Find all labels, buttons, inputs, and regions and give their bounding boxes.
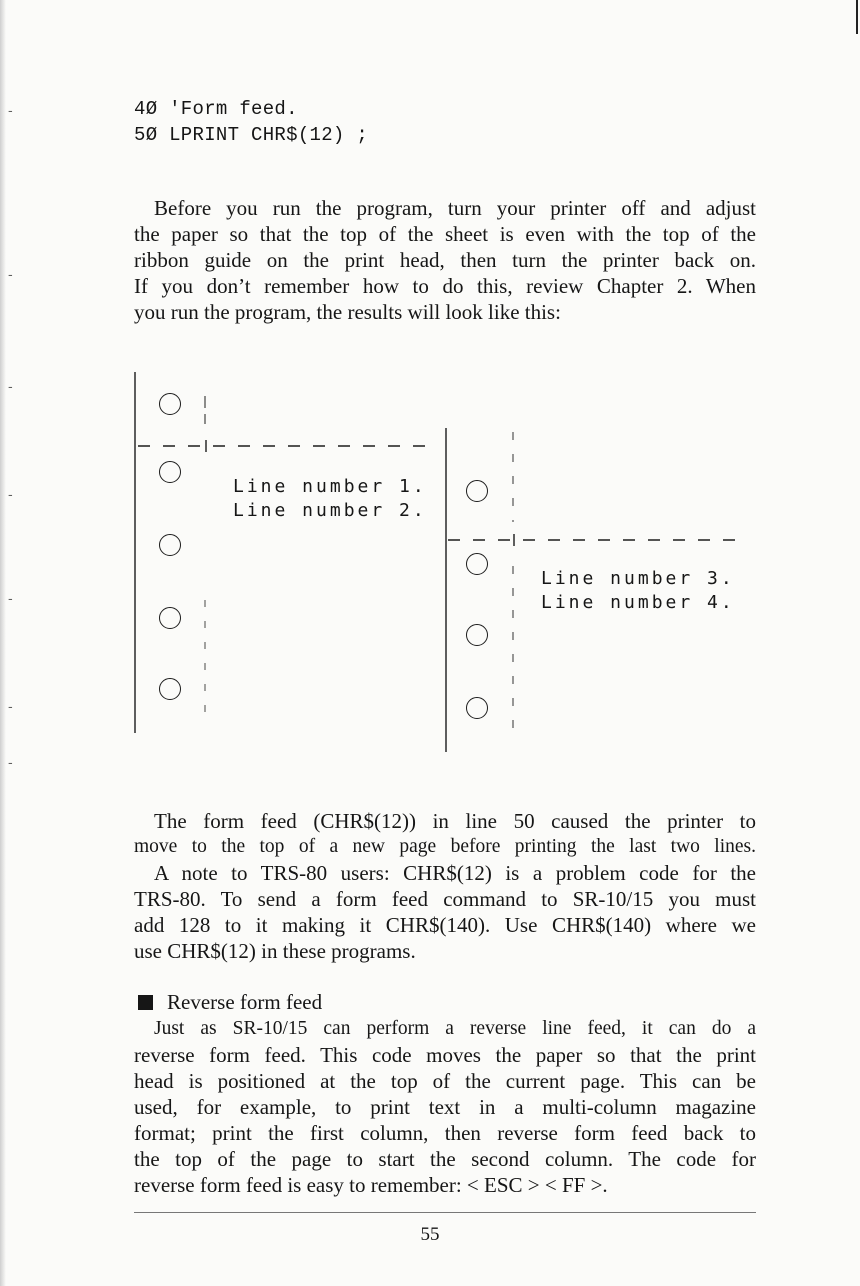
section-heading-text: Reverse form feed (167, 990, 323, 1014)
footer-rule (134, 1212, 756, 1213)
text-line: Just as SR-10/15 can perform a reverse line feed, it can do a (154, 1018, 756, 1039)
text-line: format; print the first column, then reverse form feed back to (134, 1121, 756, 1145)
text-line: use CHR$(12) in these programs. (134, 939, 416, 963)
margin-speck: - (8, 700, 13, 715)
margin-speck: - (8, 104, 13, 119)
text-line: Before you run the program, turn your printer off and adjust (154, 196, 756, 220)
text-line: move to the top of a new page before printing the last two lines. (134, 836, 756, 857)
margin-speck: - (8, 592, 13, 607)
text-line: reverse form feed. This code moves the paper so that the print (134, 1043, 756, 1067)
printed-line-3: Line number 3. (541, 568, 735, 589)
text-line: reverse form feed is easy to remember: < ESC > < FF >. (134, 1173, 608, 1197)
page-number: 55 (420, 1224, 440, 1245)
square-bullet-icon (138, 995, 153, 1010)
margin-speck: - (8, 488, 13, 503)
intro-paragraph (134, 195, 756, 325)
text-line: used, for example, to print text in a multi-column magazine (134, 1095, 756, 1119)
sprocket-hole (466, 553, 488, 575)
sprocket-hole (159, 461, 181, 483)
text-line: the paper so that the top of the sheet is even with the top of the (134, 222, 756, 246)
sprocket-hole (466, 697, 488, 719)
text-line: the top of the page to start the second column. The code for (134, 1147, 756, 1171)
text-line: add 128 to it making it CHR$(140). Use CHR$(140) where we (134, 913, 756, 937)
text-line: TRS-80. To send a form feed command to SR-10/15 you must (134, 887, 756, 911)
margin-speck: - (8, 380, 13, 395)
sprocket-hole (466, 624, 488, 646)
result-paragraph (134, 808, 756, 860)
sprocket-hole (159, 607, 181, 629)
text-line: head is positioned at the top of the current page. This can be (134, 1069, 756, 1093)
sprocket-hole (159, 678, 181, 700)
printed-line-4: Line number 4. (541, 592, 735, 613)
sprocket-hole (159, 534, 181, 556)
text-line: The form feed (CHR$(12)) in line 50 caused the printer to (154, 809, 756, 833)
scan-edge-right (856, 0, 858, 34)
scan-edge-left (0, 0, 6, 1286)
sprocket-hole (159, 393, 181, 415)
printed-line-2: Line number 2. (233, 500, 427, 521)
margin-speck: - (8, 756, 13, 771)
section-heading (138, 990, 322, 1015)
trs80-note-paragraph (134, 860, 756, 964)
code-line-40: 4Ø 'Form feed. (134, 98, 298, 120)
text-line: If you don’t remember how to do this, review Chapter 2. When (134, 274, 756, 298)
text-line: you run the program, the results will look like this: (134, 300, 561, 324)
margin-speck: - (8, 268, 13, 283)
text-line: ribbon guide on the print head, then turn the printer back on. (134, 248, 756, 272)
reverse-form-feed-paragraph (134, 1016, 756, 1198)
printed-line-1: Line number 1. (233, 476, 427, 497)
text-line: A note to TRS-80 users: CHR$(12) is a problem code for the (154, 861, 756, 885)
sprocket-hole (466, 480, 488, 502)
code-line-50: 5Ø LPRINT CHR$(12) ; (134, 124, 369, 146)
